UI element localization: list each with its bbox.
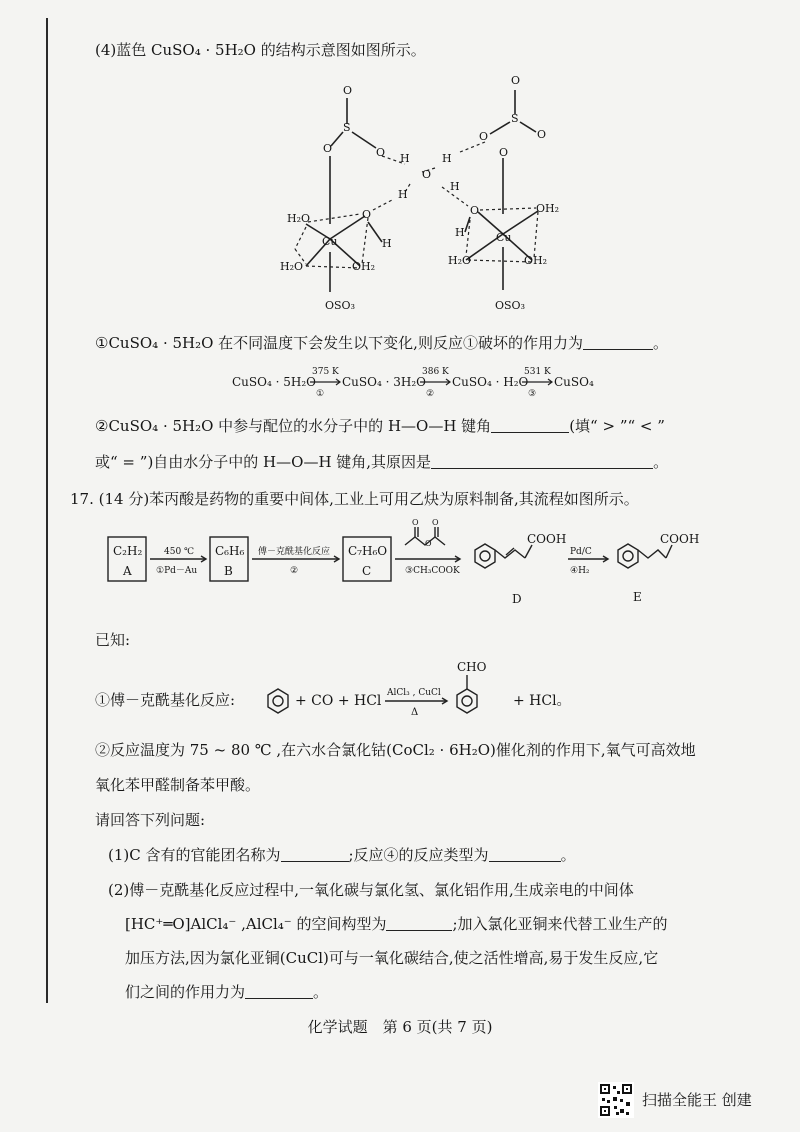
flow-e-label: E	[633, 590, 642, 604]
struct-oso3: OSO₃	[495, 299, 525, 312]
known2-line1: ②反应温度为 75 ~ 80 ℃ ,在六水合氯化钴(CoCl₂ · 6H₂O)催化剂的作用下,氧气可高效地	[95, 741, 696, 759]
q16-sub1-label: ①CuSO₄ · 5H₂O 在不同温度下会发生以下变化,则反应①破坏的作用力为	[95, 334, 583, 352]
q2-end: 。	[313, 983, 329, 1001]
flow-step4-bottom: ④H₂	[570, 566, 590, 576]
flow-d-cooh: COOH	[527, 532, 567, 546]
answer-blank[interactable]	[489, 847, 561, 862]
flow-step1-top: 450 ℃	[164, 547, 195, 557]
answer-blank[interactable]	[245, 984, 313, 999]
flow-step2-top: 傅－克酰基化反应	[258, 547, 331, 557]
eq-temp-1: 375 K	[312, 367, 339, 377]
eq-step-2: ②	[426, 389, 435, 399]
struct-o: O	[470, 204, 480, 217]
eq-step-3: ③	[528, 389, 537, 399]
page-footer: 化学试题 第 6 页(共 7 页)	[307, 1018, 493, 1036]
q17-header: 17. (14 分)苯丙酸是药物的重要中间体,工业上可用乙炔为原料制备,其流程如图所示。	[70, 490, 639, 508]
answer-blank[interactable]	[386, 916, 452, 931]
eq-species-0: CuSO₄ · 5H₂O	[232, 375, 316, 389]
struct-oh2: OH₂	[352, 260, 376, 273]
q2-text-b: ;加入氯化亚铜来代替工业生产的	[452, 915, 668, 933]
ask: 请回答下列问题:	[95, 811, 206, 829]
q16-sub2-fill: (填“ > ”“ < ”	[569, 417, 665, 435]
flow-b-label: B	[224, 564, 233, 578]
struct-h: H	[400, 152, 410, 165]
q2-line1: (2)傅－克酰基化反应过程中,一氧化碳与氯化氢、氯化铝作用,生成亲电的中间体	[108, 881, 634, 899]
known1-cond-top: AlCl₃ , CuCl	[387, 688, 441, 698]
answer-blank[interactable]	[491, 418, 569, 433]
struct-cu: Cu	[322, 235, 338, 248]
scanner-watermark: 扫描全能王 创建	[642, 1091, 752, 1109]
synthesis-flow-diagram	[100, 515, 720, 615]
q16-part4-intro: (4)蓝色 CuSO₄ · 5H₂O 的结构示意图如图所示。	[95, 41, 426, 59]
q1-text-a: (1)C 含有的官能团名称为	[108, 846, 281, 864]
q16-sub1-end: 。	[652, 334, 668, 352]
struct-h: H	[455, 226, 465, 239]
q16-sub1-text	[95, 333, 668, 353]
struct-cu: Cu	[496, 231, 512, 244]
q2-text-a: [HC⁺═O]AlCl₄⁻ ,AlCl₄⁻ 的空间构型为	[125, 915, 387, 933]
q16-sub2-end: 。	[653, 453, 669, 471]
eq-species-3: CuSO₄	[554, 375, 594, 389]
flow-anhydride-o: O	[412, 518, 419, 527]
struct-h: H	[398, 188, 408, 201]
flow-d-label: D	[512, 592, 522, 606]
flow-step1-bottom: ①Pd－Au	[156, 566, 198, 576]
known-title: 已知:	[95, 631, 131, 649]
struct-h: H	[382, 237, 392, 250]
eq-species-1: CuSO₄ · 3H₂O	[342, 375, 426, 389]
struct-oso3: OSO₃	[325, 299, 355, 312]
dehydration-equation	[232, 360, 612, 400]
known1-products: + HCl。	[513, 693, 571, 709]
q16-sub2-line2	[95, 452, 668, 472]
struct-oh2: OH₂	[536, 202, 560, 215]
flow-a-formula: C₂H₂	[113, 544, 143, 558]
margin-line	[46, 18, 48, 1003]
friedel-crafts-equation	[95, 655, 615, 725]
flow-b-formula: C₆H₆	[215, 544, 245, 558]
eq-step-1: ①	[316, 389, 325, 399]
eq-temp-2: 386 K	[422, 367, 449, 377]
q17-q1	[108, 845, 576, 865]
answer-blank[interactable]	[583, 335, 653, 350]
struct-oh2: OH₂	[524, 254, 548, 267]
struct-h2o: H₂O	[287, 212, 311, 225]
struct-h: H	[442, 152, 452, 165]
q1-end: 。	[560, 846, 576, 864]
struct-o: O	[479, 130, 489, 143]
struct-o: O	[343, 84, 353, 97]
q1-text-b: ;反应④的反应类型为	[348, 846, 489, 864]
eq-temp-3: 531 K	[524, 367, 551, 377]
flow-step4-top: Pd/C	[570, 547, 592, 557]
struct-o: O	[422, 168, 432, 181]
flow-step2-bottom: ②	[290, 566, 299, 576]
q16-sub2-text: ②CuSO₄ · 5H₂O 中参与配位的水分子中的 H—O—H 键角	[95, 417, 492, 435]
q2-text-c: 们之间的作用力为	[125, 983, 246, 1001]
struct-o: O	[323, 142, 333, 155]
flow-a-label: A	[123, 564, 132, 578]
flow-c-label: C	[362, 564, 372, 578]
q2-line4	[125, 982, 328, 1002]
struct-h: H	[450, 180, 460, 193]
known1-cho: CHO	[457, 660, 487, 674]
flow-anhydride-o: O	[432, 518, 439, 527]
struct-o: O	[511, 74, 521, 87]
struct-h2o: H₂O	[280, 260, 304, 273]
struct-s: S	[343, 121, 351, 134]
flow-c-formula: C₇H₆O	[348, 544, 388, 558]
cuso4-structure-diagram	[270, 64, 570, 324]
struct-o: O	[362, 208, 372, 221]
struct-o: O	[499, 146, 509, 159]
eq-species-2: CuSO₄ · H₂O	[452, 375, 529, 389]
struct-o: O	[537, 128, 547, 141]
q16-sub2-line1	[95, 416, 665, 436]
struct-o: O	[376, 146, 386, 159]
answer-blank[interactable]	[431, 454, 653, 469]
known1-prefix: ①傅－克酰基化反应:	[95, 691, 236, 709]
q2-line2	[125, 914, 668, 934]
flow-anhydride-o: O	[425, 539, 432, 548]
struct-h2o: H₂O	[448, 254, 472, 267]
known2-line2: 氧化苯甲醛制备苯甲酸。	[95, 776, 261, 794]
struct-s: S	[511, 112, 519, 125]
qr-code-icon	[598, 1082, 634, 1118]
flow-e-cooh: COOH	[660, 532, 700, 546]
flow-step3-bottom: ③CH₃COOK	[405, 566, 460, 576]
answer-blank[interactable]	[281, 847, 349, 862]
q16-sub2-text2: 或“ = ”)自由水分子中的 H—O—H 键角,其原因是	[95, 453, 432, 471]
known1-reagents: + CO + HCl	[295, 693, 382, 709]
known1-cond-bottom: Δ	[411, 707, 419, 718]
q2-line3: 加压方法,因为氯化亚铜(CuCl)可与一氧化碳结合,使之活性增高,易于发生反应,它	[125, 949, 659, 967]
